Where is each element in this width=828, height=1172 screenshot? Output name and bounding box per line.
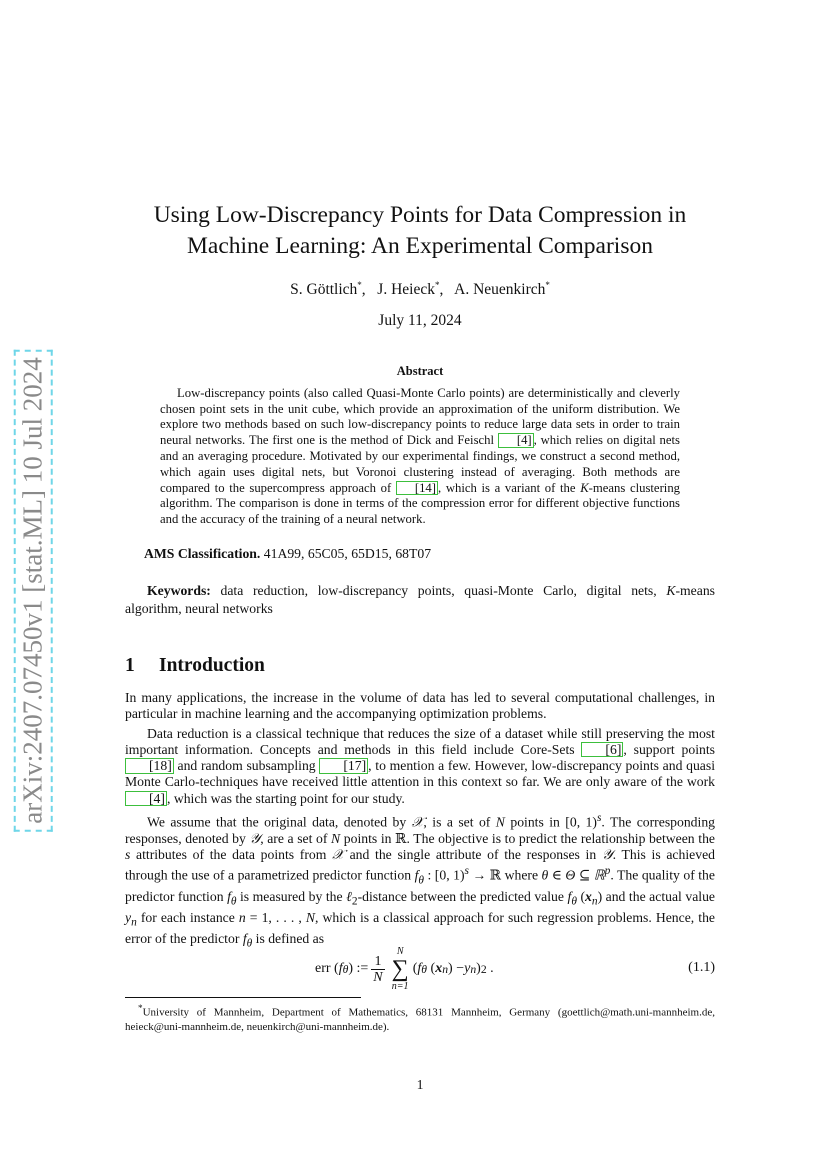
footnote-mark: * [138, 1003, 143, 1013]
author-list: S. Göttlich*, J. Heieck*, A. Neuenkirch* [290, 280, 550, 299]
abstract [160, 364, 680, 528]
citation-link[interactable]: [14] [396, 481, 438, 496]
citation-link[interactable]: [4] [125, 791, 167, 807]
section-heading [125, 655, 715, 677]
paragraph: Data reduction is a classical technique that reduces the size of a dataset while still preserving the most important information. Concepts and methods in this field include Core-Sets [6] , support points [18] and random subsampling [17] , to mention a few. However, low-discrepancy points and quasi Monte Carlo-techniques have received little attention in this context so far. We are only aware of the work [4] , which was the starting point for our study. [125, 725, 715, 806]
citation-link[interactable]: [6] [581, 742, 623, 758]
ams-label: AMS Classification. [144, 546, 261, 561]
citation-link[interactable]: [18] [125, 758, 174, 774]
ams-codes: 41A99, 65C05, 65D15, 68T07 [263, 546, 432, 561]
author-affiliation-mark: * [545, 280, 550, 290]
paragraph: We assume that the original data, denoted by 𝒳, is a set of N points in [0, 1)$^s$. The corresponding responses, denoted by 𝒴, are a set of N points in ℝ. The objective is to predict the relationship between the s attributes of the data points from 𝒳 and the single attribute of the responses in 𝒴. This is achieved through the use of a parametrized predictor function $f_\theta$ : [0, 1)$^s$ → ℝ where θ ∈ Θ ⊆ ℝ$^p$. The quality of the predictor function $f_\theta$ is measured by the ℓ$_2$-distance between the predicted value $f_\theta$ $(x_n)$ and the actual value $y_n$ for each instance n = 1, . . . , N, which is a classical approach for such regression problems. Hence, the error of the predictor $f_\theta$ is defined as [125, 811, 716, 950]
fraction: $\frac{1}{N}$ [373, 953, 383, 985]
author-name: A. Neuenkirch [454, 281, 546, 299]
equation-1-1 [125, 946, 715, 992]
section-number: 1 [125, 655, 135, 676]
equation-number: (1.1) [688, 960, 715, 975]
citation-link[interactable]: [4] [498, 433, 534, 448]
citation-link[interactable]: [17] [319, 758, 368, 774]
footnote-text: University of Mannheim, Department of Mathematics, 68131 Mannheim, Germany (goettlich@math.uni-mannheim.de, heieck@uni-mannheim.de, neuenkirch@uni-mannheim.de). [125, 1006, 715, 1034]
abstract-heading: Abstract [396, 364, 444, 378]
ams-classification [144, 546, 704, 562]
footnote [125, 1001, 715, 1035]
footnote-rule [125, 997, 361, 998]
author-affiliation-mark: * [357, 280, 362, 290]
summation: N ∑ n=1 [391, 946, 409, 992]
arxiv-identifier: arXiv:2407.07450v1 [stat.ML] 10 Jul 2024 [14, 349, 53, 831]
abstract-text: Low-discrepancy points (also called Quasi-Monte Carlo points) are deterministically and cleverly chosen point sets in the unit cube, which provide an approximation of the uniform distribution. We explore two methods based on such low-discrepancy points to reduce large data sets in order to train neural networks. The first one is the method of Dick and Feischl [4] , which relies on digital nets and an averaging procedure. Motivated by our experimental findings, we construct a second method, which again uses digital nets, but Voronoi clustering instead of averaging. Both methods are compared to the supercompress approach of [14] , which is a variant of the K-means clustering algorithm. The comparison is done in terms of the compression error for different objective functions and the accuracy of the training of a neural network. [160, 385, 681, 527]
keywords: Keywords: data reduction, low-discrepancy points, quasi-Monte Carlo, digital nets, K-means algorithm, neural networks [125, 583, 715, 616]
body-text [125, 690, 715, 955]
page-number: 1 [416, 1077, 424, 1092]
arxiv-stamp [12, 345, 54, 835]
section-title: Introduction [159, 655, 265, 676]
keywords-label: Keywords: [147, 583, 211, 598]
paragraph: In many applications, the increase in the volume of data has led to several computational challenges, in particular in machine learning and the accompanying optimization problems. [125, 690, 715, 722]
author-name: J. Heieck [377, 281, 435, 299]
author-name: S. Göttlich [290, 281, 358, 299]
paper-title: Using Low-Discrepancy Points for Data Compression in Machine Learning: An Experimental Comparison [153, 202, 687, 259]
equation-expression: err ( f θ ) := $\frac{1}{N}$ N ∑ n=1 ( f θ ( x n ) − y n ) 2 . [315, 946, 494, 992]
author-affiliation-mark: * [434, 280, 440, 290]
publication-date: July 11, 2024 [378, 312, 462, 329]
